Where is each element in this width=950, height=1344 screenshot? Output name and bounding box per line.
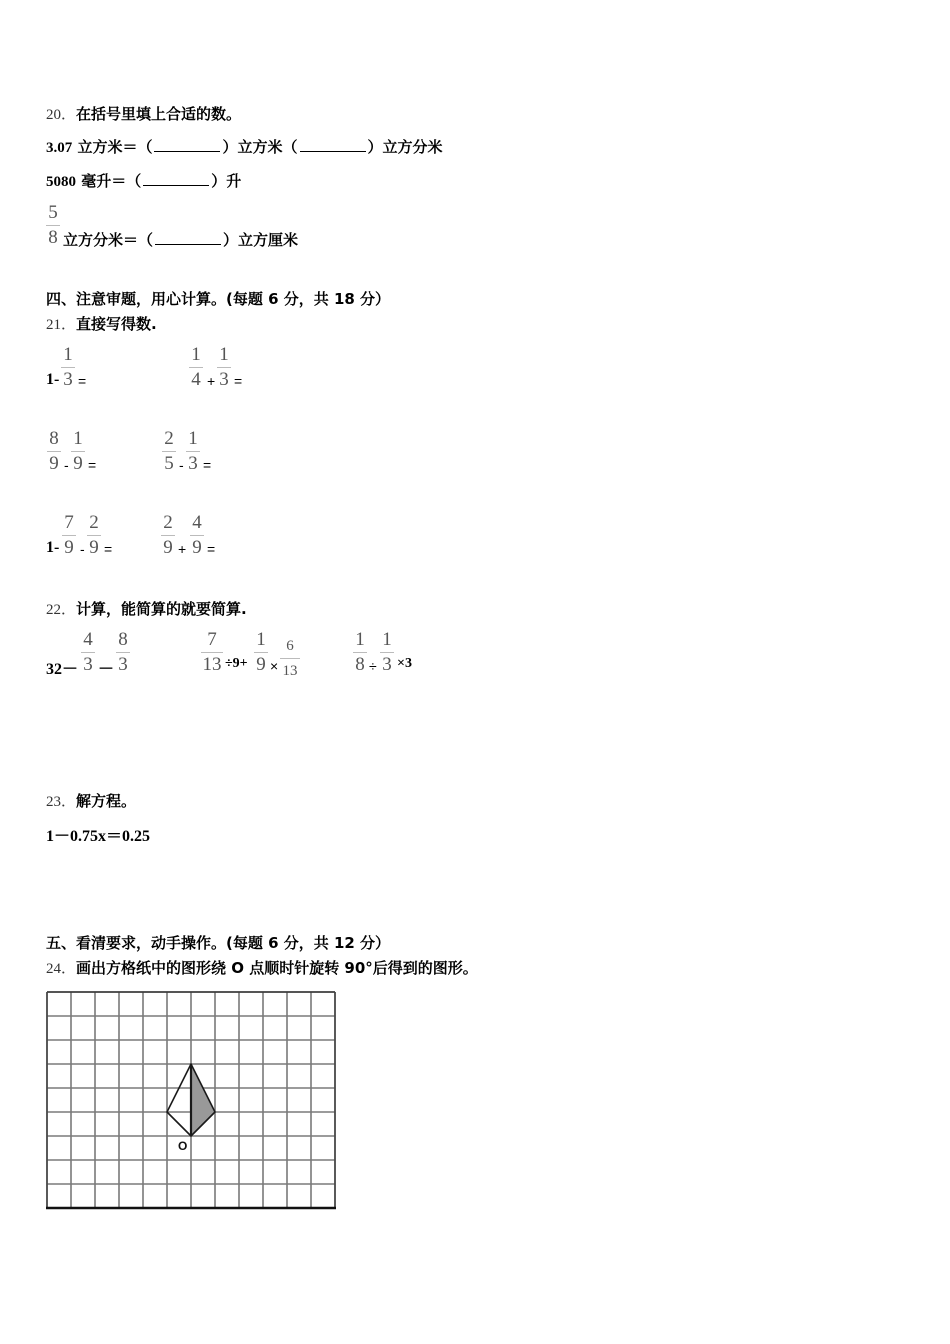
equation: 1－0.75x＝0.25 — [46, 828, 151, 845]
fraction — [46, 203, 60, 248]
numerator: 2 — [163, 512, 173, 533]
unit-text: 毫升＝（ — [76, 172, 142, 190]
numerator: 7 — [207, 629, 217, 650]
fraction — [280, 636, 300, 681]
equals: = — [88, 457, 97, 473]
fraction-bar — [62, 535, 76, 536]
numerator: 7 — [64, 512, 74, 533]
answer-blank[interactable] — [300, 137, 366, 152]
fraction — [161, 513, 175, 558]
fraction — [254, 630, 268, 675]
equals: = — [104, 541, 113, 557]
question-prompt: 解方程。 — [76, 792, 137, 810]
denominator: 3 — [219, 369, 229, 390]
question-number: 20． — [46, 107, 77, 123]
question-20-header — [46, 103, 241, 124]
operator: - — [64, 457, 69, 473]
denominator: 8 — [355, 654, 365, 675]
fraction-bar — [201, 652, 223, 653]
operator: × — [270, 658, 279, 674]
equals: = — [234, 373, 243, 389]
denominator: 3 — [118, 654, 128, 675]
denominator: 9 — [89, 537, 99, 558]
question-number: 21． — [46, 317, 77, 333]
denominator: 3 — [63, 369, 73, 390]
unit-text: 立方分米＝（ — [63, 231, 154, 249]
prefix: 1- — [46, 539, 60, 556]
answer-blank[interactable] — [143, 171, 209, 186]
q20-line-2 — [46, 170, 241, 191]
unit-text: ）立方分米 — [367, 138, 443, 156]
equals: = — [207, 541, 216, 557]
numerator: 5 — [48, 202, 58, 223]
operator: ÷9+ — [225, 656, 248, 671]
numerator: 1 — [355, 629, 365, 650]
point-o-label: O — [178, 1139, 188, 1153]
numerator: 1 — [256, 629, 266, 650]
fraction — [47, 429, 61, 474]
denominator: 4 — [191, 369, 201, 390]
denominator: 5 — [164, 453, 174, 474]
question-prompt: 直接写得数. — [76, 315, 157, 333]
unit-text: ）立方米（ — [222, 138, 298, 156]
answer-blank[interactable] — [154, 137, 220, 152]
operator: ÷ — [369, 658, 377, 674]
fraction — [116, 630, 130, 675]
numerator: 8 — [118, 629, 128, 650]
fraction — [186, 429, 200, 474]
value: 3.07 — [46, 140, 73, 156]
fraction-bar — [189, 367, 203, 368]
numerator: 1 — [63, 344, 73, 365]
numerator: 1 — [219, 344, 229, 365]
fraction — [189, 345, 203, 390]
equals: = — [203, 457, 212, 473]
q20-line-1 — [46, 136, 443, 157]
question-number: 23． — [46, 794, 77, 810]
operator: － — [98, 661, 115, 678]
fraction-bar — [254, 652, 268, 653]
denominator: 13 — [282, 663, 298, 679]
question-21-header — [46, 313, 157, 334]
equals: = — [78, 373, 87, 389]
numerator: 8 — [49, 428, 59, 449]
fraction — [190, 513, 204, 558]
question-22-header — [46, 598, 247, 619]
numerator: 2 — [164, 428, 174, 449]
fraction-bar — [190, 535, 204, 536]
unit-text: ）立方厘米 — [223, 231, 299, 249]
fraction — [380, 630, 394, 675]
fraction-bar — [353, 652, 367, 653]
fraction-bar — [280, 658, 300, 659]
section-5-title: 五、看清要求，动手操作。(每题 6 分，共 12 分） — [46, 934, 391, 952]
prefix: 1- — [46, 371, 60, 388]
fraction — [162, 429, 176, 474]
fraction-bar — [380, 652, 394, 653]
question-prompt: 在括号里填上合适的数。 — [76, 105, 242, 123]
numerator: 1 — [188, 428, 198, 449]
fraction — [353, 630, 367, 675]
numerator: 6 — [286, 638, 294, 654]
denominator: 8 — [48, 227, 58, 248]
denominator: 9 — [163, 537, 173, 558]
fraction — [62, 513, 76, 558]
denominator: 3 — [188, 453, 198, 474]
fraction-bar — [161, 535, 175, 536]
fraction — [61, 345, 75, 390]
fraction-bar — [81, 652, 95, 653]
question-24-header — [46, 957, 478, 978]
fraction-bar — [47, 451, 61, 452]
fraction — [71, 429, 85, 474]
operator: ×3 — [397, 656, 412, 671]
denominator: 13 — [202, 654, 222, 675]
denominator: 9 — [73, 453, 83, 474]
graph-paper-grid[interactable] — [46, 990, 338, 1216]
numerator: 1 — [382, 629, 392, 650]
fraction-bar — [71, 451, 85, 452]
fraction-bar — [217, 367, 231, 368]
kite-figure — [167, 1064, 215, 1136]
question-prompt: 画出方格纸中的图形绕 O 点顺时针旋转 90°后得到的图形。 — [76, 959, 478, 977]
unit-text: ）升 — [211, 172, 242, 190]
denominator: 9 — [64, 537, 74, 558]
fraction-bar — [162, 451, 176, 452]
fraction — [87, 513, 101, 558]
operator: - — [179, 457, 184, 473]
question-prompt: 计算，能简算的就要简算. — [76, 600, 247, 618]
question-number: 24． — [46, 961, 77, 977]
shaded-half — [191, 1064, 215, 1136]
fraction-bar — [46, 225, 60, 226]
operator: + — [178, 541, 187, 557]
fraction-bar — [116, 652, 130, 653]
denominator: 3 — [382, 654, 392, 675]
question-23-header — [46, 790, 136, 811]
fraction — [81, 630, 95, 675]
fraction — [201, 630, 223, 675]
operator: - — [80, 541, 85, 557]
numerator: 1 — [73, 428, 83, 449]
fraction — [217, 345, 231, 390]
section-4-title: 四、注意审题，用心计算。(每题 6 分，共 18 分） — [46, 290, 391, 308]
answer-blank[interactable] — [155, 230, 221, 245]
denominator: 9 — [256, 654, 266, 675]
numerator: 4 — [192, 512, 202, 533]
operator: + — [207, 373, 216, 389]
denominator: 9 — [49, 453, 59, 474]
numerator: 1 — [191, 344, 201, 365]
fraction-bar — [186, 451, 200, 452]
q20-line-3 — [63, 229, 298, 250]
fraction-bar — [87, 535, 101, 536]
fraction-bar — [61, 367, 75, 368]
value: 5080 — [46, 174, 76, 190]
denominator: 9 — [192, 537, 202, 558]
unit-text: 立方米＝（ — [72, 138, 153, 156]
numerator: 2 — [89, 512, 99, 533]
question-number: 22． — [46, 602, 77, 618]
denominator: 3 — [83, 654, 93, 675]
numerator: 4 — [83, 629, 93, 650]
prefix: 32－ — [46, 661, 79, 678]
